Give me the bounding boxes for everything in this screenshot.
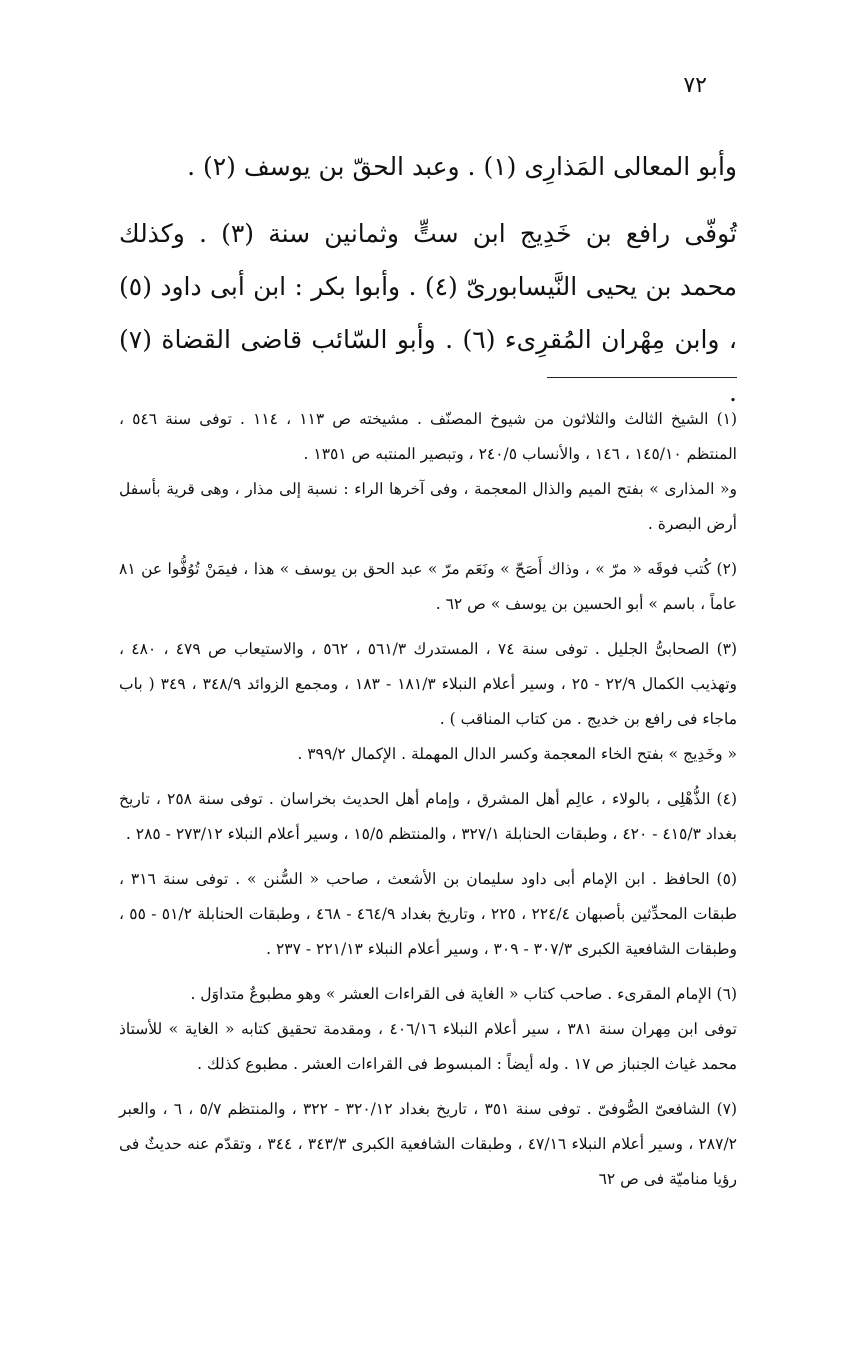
footnotes-section	[119, 402, 737, 1197]
footnote-5	[119, 862, 737, 967]
footnote-paragraph: « وخَدِيج » بفتح الخاء المعجمة وكسر الدال المهملة . الإكمال ٣٩٩/٢ .	[297, 745, 737, 763]
footnote-paragraph: توفى ابن مِهران سنة ٣٨١ ، سير أعلام النبلاء ٤٠٦/١٦ ، ومقدمة تحقيق كتابه « الغاية » للأستاذ محمد غياث الجنباز ص ١٧ . وله أيضاً : المبسوط فى القراءات العشر . مطبوع كذلك .	[119, 1020, 737, 1073]
footnote-paragraph: (١) الشيخ الثالث والثلاثون من شيوخ المصنّف . مشيخته ص ١١٣ ، ١١٤ . توفى سنة ٥٤٦ ، المنتظم ١٤٥/١٠ ، ١٤٦ ، والأنساب ٢٤٠/٥ ، وتبصير المنتبه ص ١٣٥١ .	[119, 410, 738, 463]
footnote-1	[119, 402, 737, 542]
footnote-separator	[547, 377, 737, 378]
page-number: ٧٢	[683, 73, 707, 98]
footnote-7	[119, 1092, 737, 1197]
footnote-4	[119, 782, 737, 852]
footnote-paragraph: (٥) الحافظ . ابن الإمام أبى داود سليمان بن الأشعث ، صاحب « السُّنن » . توفى سنة ٣١٦ ، طبقات المحدِّثين بأصبهان ٢٢٤/٤ ، ٢٢٥ ، وتاريخ بغداد ٤٦٤/٩ - ٤٦٨ ، وطبقات الحنابلة ٥١/٢ - ٥٥ ، وطبقات الشافعية الكبرى ٣٠٧/٣ - ٣٠٩ ، وسير أعلام النبلاء ٢٢١/١٣ - ٢٣٧ .	[119, 870, 738, 958]
footnote-paragraph: (٤) الذُّهْلِى ، بالولاء ، عالِم أهل المشرق ، وإمام أهل الحديث بخراسان . توفى سنة ٢٥٨ ، تاريخ بغداد ٤١٥/٣ - ٤٢٠ ، وطبقات الحنابلة ٣٢٧/١ ، والمنتظم ١٥/٥ ، وسير أعلام النبلاء ٢٧٣/١٢ - ٢٨٥ .	[119, 790, 737, 843]
footnote-paragraph: (٦) الإمام المقرىء . صاحب كتاب « الغاية فى القراءات العشر » وهو مطبوعٌ متداوَل .	[190, 985, 737, 1003]
footnote-2	[119, 552, 737, 622]
footnote-6	[119, 977, 737, 1082]
main-paragraph: وأبو المعالى المَذارِى (١) . وعبد الحقّ بن يوسف (٢) .	[187, 152, 737, 181]
footnote-paragraph: (٣) الصحابىُّ الجليل . توفى سنة ٧٤ ، المستدرك ٥٦١/٣ ، ٥٦٢ ، والاستيعاب ص ٤٧٩ ، ٤٨٠ ، وتهذيب الكمال ٢٢/٩ - ٢٥ ، وسير أعلام النبلاء ١٨١/٣ - ١٨٣ ، ومجمع الزوائد ٣٤٨/٩ ، ٣٤٩ ( باب ماجاء فى رافع بن خديج . من كتاب المناقب ) .	[119, 640, 738, 728]
footnote-paragraph: (٢) كُتب فوقَه « مرّ » ، وذاك أَصَحّ » ونَعَم مرّ » عبد الحق بن يوسف » هذا ، فيمَنْ تُوُفُّوا عن ٨١ عاماً ، باسم » أبو الحسين بن يوسف » ص ٦٢ .	[119, 560, 737, 613]
footnote-paragraph: (٧) الشافعىّ الصُّوفىّ . توفى سنة ٣٥١ ، تاريخ بغداد ٣٢٠/١٢ - ٣٢٢ ، والمنتظم ٥/٧ ، ٦ ، والعبر ٢٨٧/٢ ، وسير أعلام النبلاء ٤٧/١٦ ، وطبقات الشافعية الكبرى ٣٤٣/٣ ، ٣٤٤ ، وتقدّم عنه حديثٌ فى رؤيا مناميّة فى ص ٦٢	[119, 1100, 738, 1188]
footnote-3	[119, 632, 737, 772]
main-paragraph: تُوفّى رافع بن خَدِيج ابن ستٍّ وثمانين سنة (٣) . وكذلك محمد بن يحيى النَّيسابورىّ (٤) . وأبوا بكر : ابن أبى داود (٥) ، وابن مِهْران المُقرِىء (٦) . وأبو السّائب قاضى القضاة (٧) .	[119, 219, 737, 407]
footnote-paragraph: و« المذارى » بفتح الميم والذال المعجمة ، وفى آخرها الراء : نسبة إلى مذار ، وهى قرية بأسفل أرض البصرة .	[119, 480, 737, 533]
